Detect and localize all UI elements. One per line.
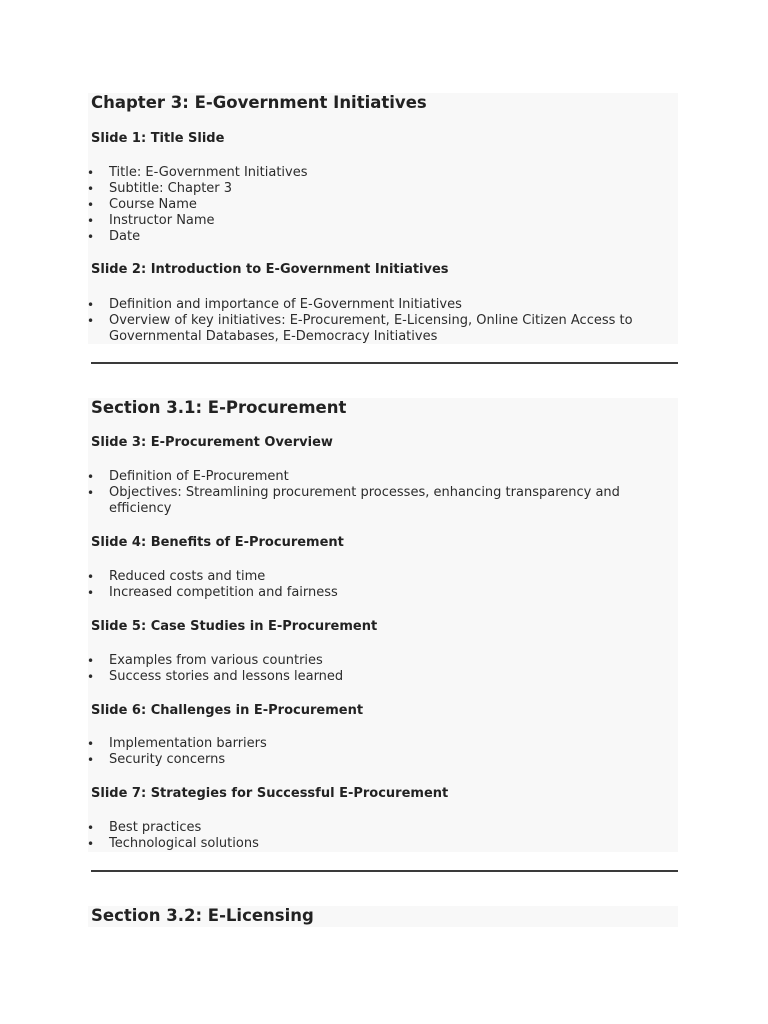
- section-3-2-title: Section 3.2: E-Licensing: [91, 906, 314, 925]
- list-item: • Definition and importance of E-Government Initiatives: [91, 297, 651, 313]
- slide-6-title: Slide 6: Challenges in E-Procurement: [91, 703, 364, 718]
- list-item: • Date: [91, 229, 651, 245]
- slide-1-title: Slide 1: Title Slide: [91, 131, 225, 146]
- list-item: • Objectives: Streamlining procurement processes, enhancing transparency and efficiency: [91, 485, 651, 517]
- list-item: • Subtitle: Chapter 3: [91, 181, 651, 197]
- list-item: • Definition of E-Procurement: [91, 469, 651, 485]
- slide-5-list: [91, 653, 651, 685]
- list-item: • Overview of key initiatives: E-Procurement, E-Licensing, Online Citizen Access to Governmental Databases, E-Democracy Initiatives: [91, 313, 651, 345]
- slide-4-list: [91, 569, 651, 601]
- slide-4-title: Slide 4: Benefits of E-Procurement: [91, 535, 344, 550]
- list-item: • Success stories and lessons learned: [91, 669, 651, 685]
- chapter-title: Chapter 3: E-Government Initiatives: [91, 93, 427, 112]
- section-3-1-title: Section 3.1: E-Procurement: [91, 398, 347, 417]
- slide-7-title: Slide 7: Strategies for Successful E-Procurement: [91, 786, 449, 801]
- list-item: • Implementation barriers: [91, 736, 651, 752]
- slide-3-list: [91, 469, 651, 517]
- slide-7-list: [91, 820, 651, 852]
- list-item: • Course Name: [91, 197, 651, 213]
- slide-2-title: Slide 2: Introduction to E-Government Initiatives: [91, 262, 449, 277]
- divider: [91, 362, 678, 364]
- slide-5-title: Slide 5: Case Studies in E-Procurement: [91, 619, 378, 634]
- list-item: • Reduced costs and time: [91, 569, 651, 585]
- list-item: • Title: E-Government Initiatives: [91, 165, 651, 181]
- list-item: • Technological solutions: [91, 836, 651, 852]
- list-item: • Increased competition and fairness: [91, 585, 651, 601]
- slide-6-list: [91, 736, 651, 768]
- slide-2-list: [91, 297, 651, 345]
- list-item: • Examples from various countries: [91, 653, 651, 669]
- slide-1-list: [91, 165, 651, 245]
- list-item: • Best practices: [91, 820, 651, 836]
- divider: [91, 870, 678, 872]
- slide-3-title: Slide 3: E-Procurement Overview: [91, 435, 333, 450]
- list-item: • Security concerns: [91, 752, 651, 768]
- list-item: • Instructor Name: [91, 213, 651, 229]
